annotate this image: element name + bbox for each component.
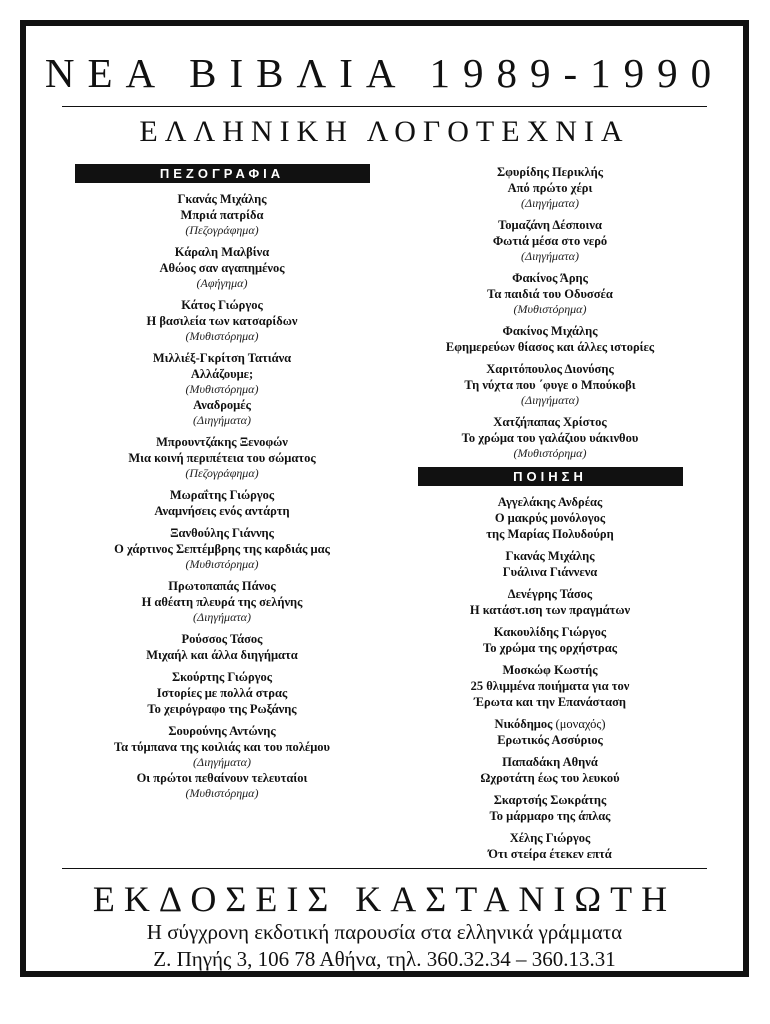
book-title: Αθώος σαν αγαπημένος bbox=[159, 261, 285, 275]
author-text: Γκανάς Μιχάλης bbox=[505, 549, 595, 563]
author-text: Κακουλίδης Γιώργος bbox=[493, 625, 607, 639]
book-genre: (Μυθιστόρημα) bbox=[185, 329, 259, 343]
book-entry bbox=[402, 164, 698, 211]
book-entry bbox=[74, 297, 370, 344]
book-genre: (Πεζογράφημα) bbox=[185, 466, 259, 480]
book-title: της Μαρίας Πολυδούρη bbox=[486, 527, 614, 541]
book-title: Ότι στείρα έτεκεν επτά bbox=[488, 847, 612, 861]
book-entry bbox=[74, 525, 370, 572]
book-title: 25 θλιμμένα ποιήματα για τον bbox=[470, 679, 630, 693]
book-title: Το μάρμαρο της άπλας bbox=[489, 809, 611, 823]
book-entry bbox=[74, 434, 370, 481]
author-name bbox=[74, 525, 370, 541]
book-title: Η βασιλεία των κατσαρίδων bbox=[146, 314, 298, 328]
book-entry bbox=[74, 578, 370, 625]
author-text: Μωραΐτης Γιώργος bbox=[169, 488, 275, 502]
author-name bbox=[402, 217, 698, 233]
author-text: Σκούρτης Γιώργος bbox=[171, 670, 273, 684]
prose-continued-list bbox=[402, 164, 698, 461]
book-title: Μπριά πατρίδα bbox=[180, 208, 264, 222]
author-text: Χέλης Γιώργος bbox=[509, 831, 591, 845]
author-text: Φακίνος Μιχάλης bbox=[502, 324, 598, 338]
section-header-poetry: ΠΟΙΗΣΗ bbox=[418, 467, 683, 486]
book-title: Ο χάρτινος Σεπτέμβρης της καρδιάς μας bbox=[114, 542, 330, 556]
book-genre: (Διηγήματα) bbox=[521, 249, 579, 263]
book-genre: (Μυθιστόρημα) bbox=[513, 302, 587, 316]
book-entry bbox=[402, 830, 698, 862]
author-name bbox=[402, 716, 698, 732]
book-entry bbox=[402, 586, 698, 618]
author-name bbox=[402, 361, 698, 377]
author-name bbox=[402, 414, 698, 430]
book-entry bbox=[74, 350, 370, 428]
author-text: Γκανάς Μιχάλης bbox=[177, 192, 267, 206]
book-title: Αλλάζουμε; bbox=[190, 367, 254, 381]
book-entry bbox=[74, 631, 370, 663]
author-text: Δενέγρης Τάσος bbox=[507, 587, 593, 601]
author-text: Κάτος Γιώργος bbox=[181, 298, 263, 312]
author-name bbox=[402, 323, 698, 339]
book-entry bbox=[74, 244, 370, 291]
book-title: Μιχαήλ και άλλα διηγήματα bbox=[146, 648, 298, 662]
page-content bbox=[40, 34, 729, 971]
author-name bbox=[402, 270, 698, 286]
book-title: Ο μακρύς μονόλογος bbox=[494, 511, 606, 525]
publisher-name: ΕΚΔΟΣΕΙΣ ΚΑΣΤΑΝΙΩΤΗ bbox=[92, 879, 677, 919]
author-text: Αγγελάκης Ανδρέας bbox=[497, 495, 603, 509]
title-divider bbox=[62, 106, 707, 107]
footer-divider bbox=[62, 868, 707, 869]
book-genre: (Πεζογράφημα) bbox=[185, 223, 259, 237]
author-name bbox=[402, 164, 698, 180]
book-entry bbox=[74, 669, 370, 717]
poetry-list bbox=[402, 494, 698, 862]
author-note: (μοναχός) bbox=[555, 717, 606, 731]
book-genre: (Διηγήματα) bbox=[193, 413, 251, 427]
right-column bbox=[402, 164, 698, 868]
author-name bbox=[402, 662, 698, 678]
book-title: Τη νύχτα που ΄φυγε ο Μπούκοβι bbox=[464, 378, 636, 392]
author-text: Πρωτοπαπάς Πάνος bbox=[168, 579, 276, 593]
book-title: Το χρώμα του γαλάζιου υάκινθου bbox=[461, 431, 639, 445]
book-title: Από πρώτο χέρι bbox=[507, 181, 593, 195]
book-title: Τα παιδιά του Οδυσσέα bbox=[487, 287, 613, 301]
book-entry bbox=[402, 323, 698, 355]
book-title: Τα τύμπανα της κοιλιάς και του πολέμου bbox=[113, 740, 331, 754]
book-genre: (Μυθιστόρημα) bbox=[185, 382, 259, 396]
book-title: Το χρώμα της ορχήστρας bbox=[483, 641, 617, 655]
book-genre: (Μυθιστόρημα) bbox=[185, 557, 259, 571]
author-name bbox=[402, 792, 698, 808]
author-text: Μπρουντζάκης Ξενοφών bbox=[156, 435, 288, 449]
author-name bbox=[74, 631, 370, 647]
author-name bbox=[402, 586, 698, 602]
author-name bbox=[402, 548, 698, 564]
author-name bbox=[74, 669, 370, 685]
book-entry bbox=[402, 361, 698, 408]
author-name bbox=[74, 297, 370, 313]
author-text: Μοσκώφ Κωστής bbox=[502, 663, 598, 677]
author-name bbox=[74, 578, 370, 594]
author-text: Σφυρίδης Περικλής bbox=[496, 165, 604, 179]
book-genre: (Μυθιστόρημα) bbox=[513, 446, 587, 460]
page-frame bbox=[20, 20, 749, 977]
author-text: Ξανθούλης Γιάννης bbox=[170, 526, 274, 540]
book-entry bbox=[402, 270, 698, 317]
book-entry bbox=[74, 723, 370, 801]
prose-list bbox=[74, 191, 370, 801]
author-name bbox=[402, 624, 698, 640]
book-title: Ωχροτάτη έως του λευκού bbox=[480, 771, 620, 785]
book-entry bbox=[402, 494, 698, 542]
book-title: Ερωτικός Ασσύριος bbox=[497, 733, 603, 747]
author-name bbox=[402, 494, 698, 510]
author-name bbox=[402, 830, 698, 846]
publisher-address: Ζ. Πηγής 3, 106 78 Αθήνα, τηλ. 360.32.34 – 360.13.31 bbox=[153, 947, 616, 971]
book-title: Η αθέατη πλευρά της σελήνης bbox=[141, 595, 303, 609]
publisher-tagline: Η σύγχρονη εκδοτική παρουσία στα ελληνικά γράμματα bbox=[146, 920, 623, 944]
author-name bbox=[74, 723, 370, 739]
book-genre: (Μυθιστόρημα) bbox=[185, 786, 259, 800]
book-entry bbox=[402, 548, 698, 580]
left-column bbox=[74, 164, 370, 807]
book-title: Αναμνήσεις ενός αντάρτη bbox=[154, 504, 290, 518]
book-title: Φωτιά μέσα στο νερό bbox=[492, 234, 608, 248]
author-text: Σουρούνης Αντώνης bbox=[168, 724, 276, 738]
author-name bbox=[74, 350, 370, 366]
book-entry bbox=[402, 217, 698, 264]
book-genre: (Διηγήματα) bbox=[193, 755, 251, 769]
author-text: Παπαδάκη Αθηνά bbox=[502, 755, 598, 769]
section-header-prose: ΠΕΖΟΓΡΑΦΙΑ bbox=[75, 164, 370, 183]
author-text: Νικόδημος bbox=[494, 717, 553, 731]
book-entry bbox=[74, 487, 370, 519]
book-entry bbox=[402, 792, 698, 824]
author-text: Ρούσσος Τάσος bbox=[181, 632, 263, 646]
book-entry bbox=[402, 624, 698, 656]
book-entry bbox=[74, 191, 370, 238]
author-text: Σκαρτσής Σωκράτης bbox=[493, 793, 607, 807]
book-entry bbox=[402, 754, 698, 786]
book-title: Αναδρομές bbox=[193, 398, 251, 412]
author-name bbox=[402, 754, 698, 770]
book-genre: (Διηγήματα) bbox=[521, 393, 579, 407]
author-text: Χατζήπαπας Χρίστος bbox=[493, 415, 607, 429]
author-name bbox=[74, 191, 370, 207]
author-name bbox=[74, 487, 370, 503]
book-title: Η κατάστ.ιση των πραγμάτων bbox=[469, 603, 631, 617]
author-text: Κάραλη Μαλβίνα bbox=[174, 245, 270, 259]
author-name bbox=[74, 434, 370, 450]
book-title: Οι πρώτοι πεθαίνουν τελευταίοι bbox=[136, 771, 308, 785]
book-genre: (Διηγήματα) bbox=[521, 196, 579, 210]
author-text: Χαριτόπουλος Διονύσης bbox=[486, 362, 614, 376]
book-title: Εφημερεύων θίασος και άλλες ιστορίες bbox=[445, 340, 655, 354]
author-text: Τομαζάνη Δέσποινα bbox=[498, 218, 602, 232]
book-entry bbox=[402, 662, 698, 710]
page-subtitle: ΕΛΛΗΝΙΚΗ ΛΟΓΟΤΕΧΝΙΑ bbox=[139, 115, 630, 148]
page-title: ΝΕΑ ΒΙΒΛΙΑ 1989-1990 bbox=[44, 50, 725, 96]
book-title: Μια κοινή περιπέτεια του σώματος bbox=[128, 451, 316, 465]
book-genre: (Αφήγημα) bbox=[196, 276, 248, 290]
author-name bbox=[74, 244, 370, 260]
book-entry bbox=[402, 414, 698, 461]
book-entry bbox=[402, 716, 698, 748]
book-title: Γυάλινα Γιάννενα bbox=[502, 565, 598, 579]
book-genre: (Διηγήματα) bbox=[193, 610, 251, 624]
author-text: Φακίνος Άρης bbox=[512, 271, 588, 285]
book-title: Ιστορίες με πολλά στρας bbox=[156, 686, 288, 700]
book-title: Έρωτα και την Επανάσταση bbox=[474, 695, 626, 709]
book-title: Το χειρόγραφο της Ρωξάνης bbox=[147, 702, 297, 716]
author-text: Μιλλιέξ-Γκρίτση Τατιάνα bbox=[152, 351, 292, 365]
